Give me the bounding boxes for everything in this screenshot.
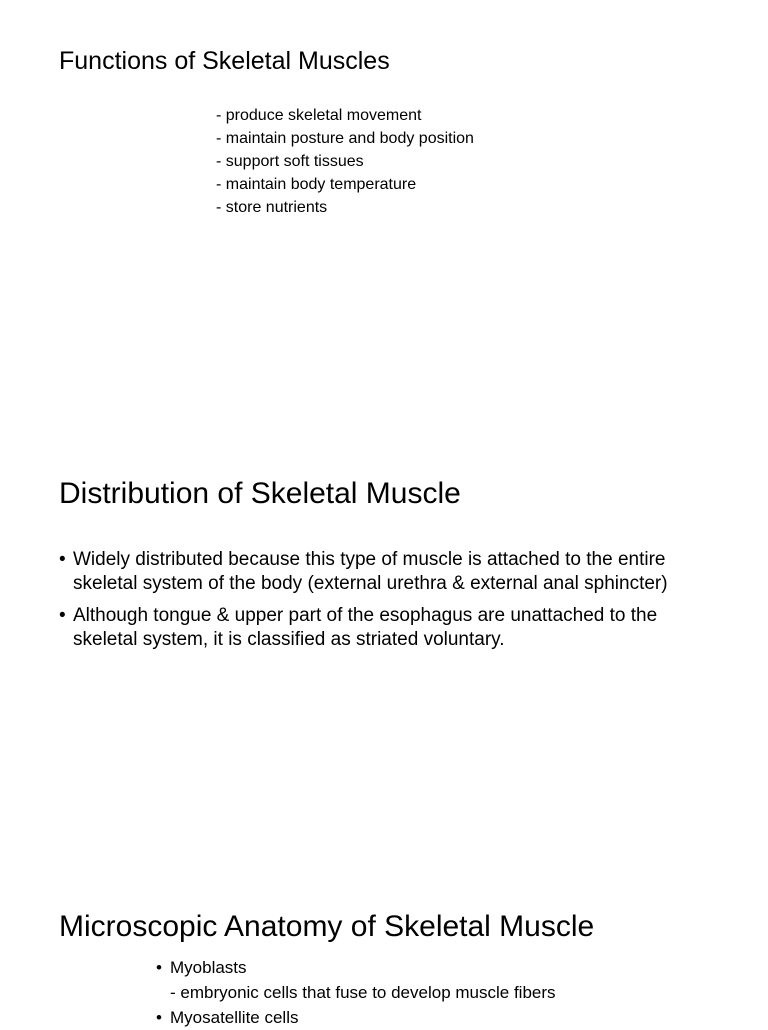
bullet-item: • Widely distributed because this type of muscle is attached to the entire skeletal system of the body (external urethra & external anal sphincter) <box>59 548 699 596</box>
slide-title: Functions of Skeletal Muscles <box>59 47 390 75</box>
bullet-text: Myosatellite cells <box>170 1008 299 1027</box>
list-item: - support soft tissues <box>216 150 474 173</box>
functions-list <box>216 104 474 219</box>
distribution-bullets <box>59 548 699 660</box>
bullet-subtext: - embryonic cells that fuse to develop muscle fibers <box>170 980 556 1005</box>
list-item: - maintain posture and body position <box>216 127 474 150</box>
slide-title: Distribution of Skeletal Muscle <box>59 477 461 510</box>
bullet-text: Myoblasts <box>170 958 247 977</box>
bullet-item <box>156 955 556 1005</box>
bullet-item: • Although tongue & upper part of the esophagus are unattached to the skeletal system, it is classified as striated voluntary. <box>59 604 699 652</box>
list-item: - store nutrients <box>216 196 474 219</box>
slide-distribution <box>0 430 768 860</box>
slide-functions <box>0 0 768 430</box>
list-item: - produce skeletal movement <box>216 104 474 127</box>
list-item: - maintain body temperature <box>216 173 474 196</box>
anatomy-bullets <box>156 955 556 1030</box>
slide-title: Microscopic Anatomy of Skeletal Muscle <box>59 910 595 943</box>
slide-microscopic-anatomy <box>0 860 768 1027</box>
bullet-item <box>156 1005 556 1030</box>
